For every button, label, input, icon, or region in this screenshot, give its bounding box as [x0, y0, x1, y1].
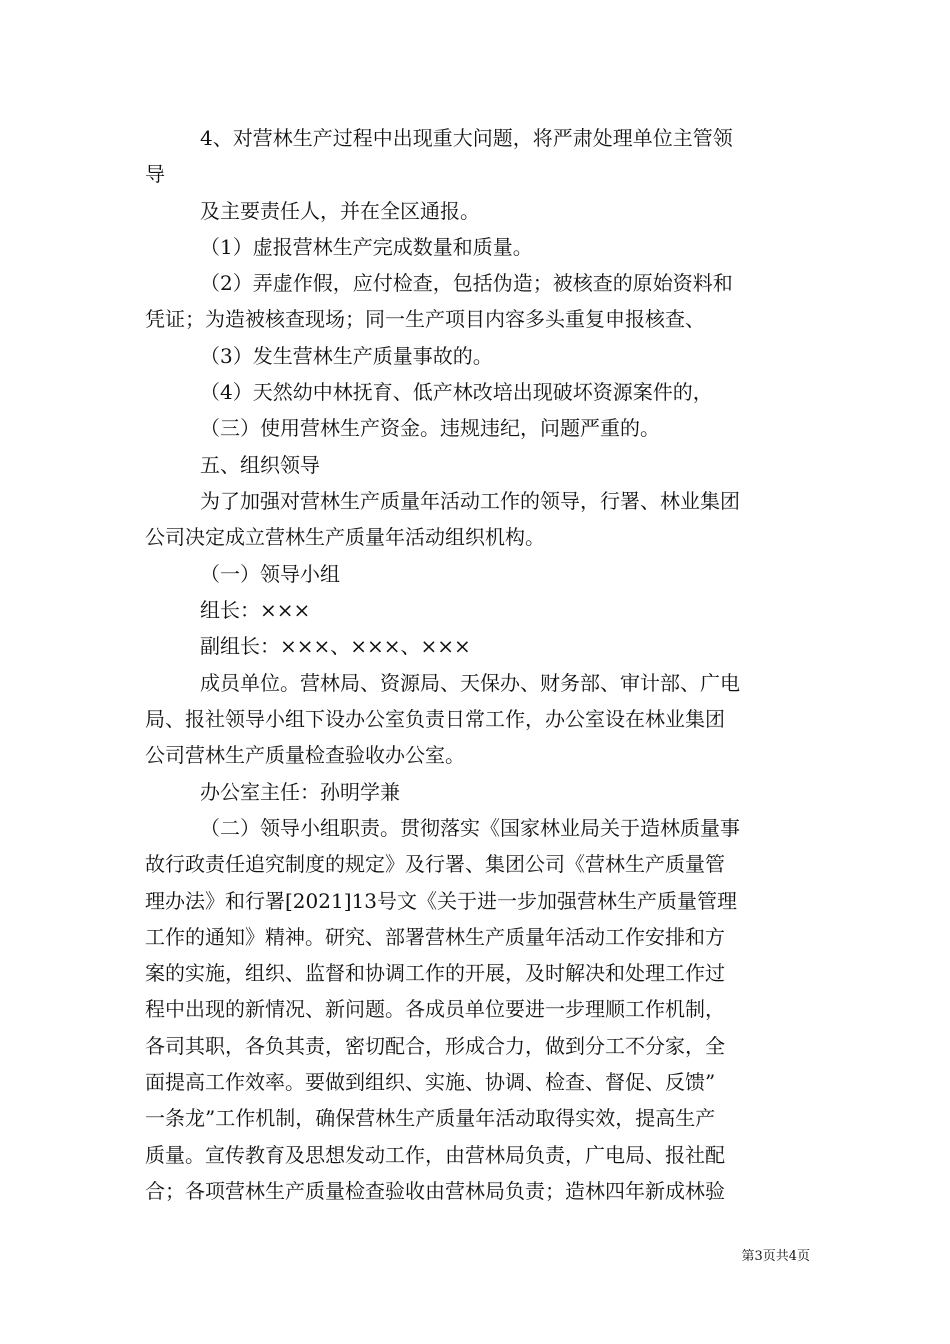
text-line: 成员单位。营林局、资源局、天保办、财务部、审计部、广电 [200, 671, 740, 695]
text-line: （3）发生营林生产质量事故的。 [200, 344, 493, 368]
text-line: 导 [145, 162, 165, 186]
text-line: 组长：××× [200, 598, 311, 622]
text-line: （2）弄虚作假，应付检查，包括伪造；被核查的原始资料和 [200, 271, 733, 295]
text-line: 质量。宣传教育及思想发动工作，由营林局负责，广电局、报社配 [145, 1143, 725, 1167]
text-line: 一条龙”工作机制，确保营林生产质量年活动取得实效，提高生产 [145, 1106, 716, 1130]
section-heading: 五、组织领导 [200, 453, 320, 477]
text-line: 各司其职，各负其责，密切配合，形成合力，做到分工不分家，全 [145, 1034, 725, 1058]
text-line: 合；各项营林生产质量检查验收由营林局负责；造林四年新成林验 [145, 1179, 725, 1203]
text-line: 局、报社领导小组下设办公室负责日常工作，办公室设在林业集团 [145, 707, 725, 731]
text-line: 公司营林生产质量检查验收办公室。 [145, 743, 465, 767]
text-line: 办公室主任：孙明学兼 [200, 780, 400, 804]
text-line: 凭证；为造被核查现场；同一生产项目内容多头重复申报核查、 [145, 307, 705, 331]
text-line: （4）天然幼中林抚育、低产林改培出现破坏资源案件的， [200, 380, 713, 404]
subsection-heading: （一）领导小组 [200, 562, 340, 586]
text-line: 程中出现的新情况、新问题。各成员单位要进一步理顺工作机制， [145, 997, 725, 1021]
text-line: 工作的通知》精神。研究、部署营林生产质量年活动工作安排和方 [145, 925, 725, 949]
text-line: 4、对营林生产过程中出现重大问题，将严肃处理单位主管领 [200, 126, 733, 150]
text-line: （1）虚报营林生产完成数量和质量。 [200, 235, 533, 259]
text-line: 故行政责任追究制度的规定》及行署、集团公司《营林生产质量管 [145, 852, 725, 876]
text-line: （二）领导小组职责。贯彻落实《国家林业局关于造林质量事 [200, 816, 740, 840]
text-line: （三）使用营林生产资金。违规违纪，问题严重的。 [200, 416, 660, 440]
text-line: 理办法》和行署[2021]13号文《关于进一步加强营林生产质量管理 [145, 889, 737, 913]
text-line: 案的实施，组织、监督和协调工作的开展，及时解决和处理工作过 [145, 961, 725, 985]
text-line: 公司决定成立营林生产质量年活动组织机构。 [145, 525, 545, 549]
text-line: 面提高工作效率。要做到组织、实施、协调、检查、督促、反馈” [145, 1070, 716, 1094]
text-line: 及主要责任人，并在全区通报。 [200, 199, 480, 223]
page-number: 第3页共4页 [741, 1249, 810, 1264]
text-line: 为了加强对营林生产质量年活动工作的领导，行署、林业集团 [200, 489, 740, 513]
text-line: 副组长：×××、×××、××× [200, 634, 471, 658]
